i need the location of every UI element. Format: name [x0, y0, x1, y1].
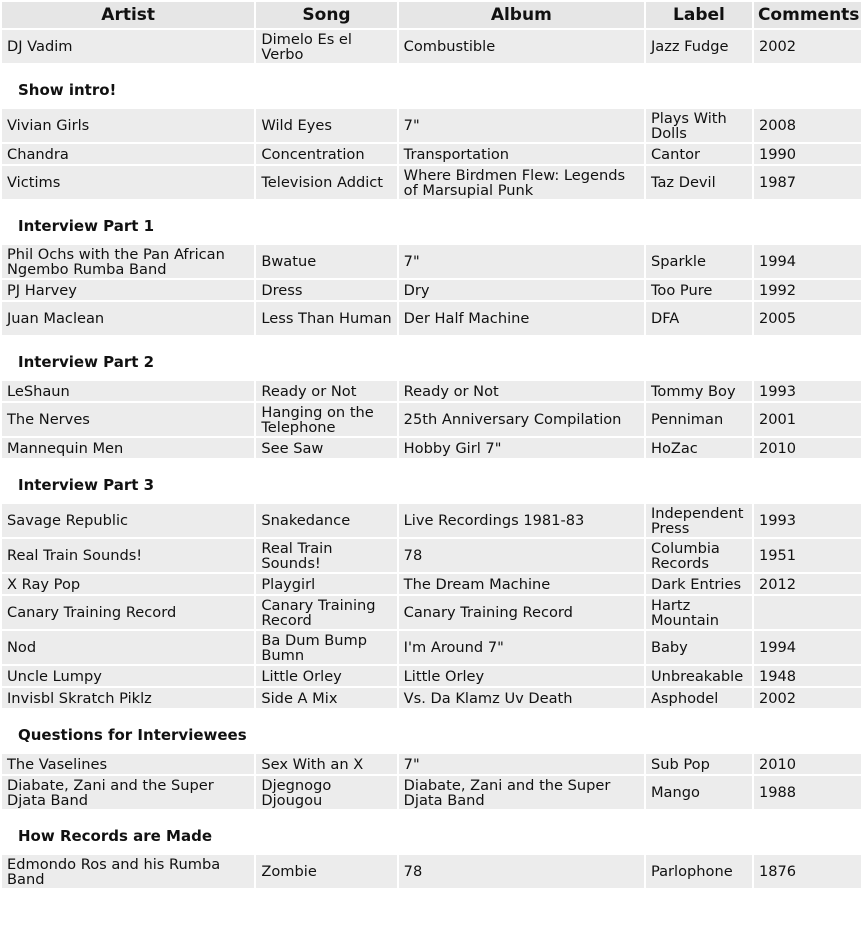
column-header-song: Song [256, 2, 396, 28]
table-row [2, 381, 861, 401]
cell-label: Unbreakable [646, 666, 752, 686]
cell-comments: 2008 [754, 109, 861, 142]
cell-song: Wild Eyes [256, 109, 396, 142]
column-header-artist: Artist [2, 2, 254, 28]
cell-label: Hartz Mountain [646, 596, 752, 629]
cell-artist: X Ray Pop [2, 574, 254, 594]
cell-label: Parlophone [646, 855, 752, 888]
table-row [2, 245, 861, 278]
cell-label: Asphodel [646, 688, 752, 708]
cell-album: 7" [399, 245, 644, 278]
section-heading: Show intro! [18, 80, 117, 99]
table-header [2, 2, 861, 28]
cell-artist: Vivian Girls [2, 109, 254, 142]
table-row [2, 438, 861, 458]
cell-artist: PJ Harvey [2, 280, 254, 300]
cell-song: See Saw [256, 438, 396, 458]
cell-song: Little Orley [256, 666, 396, 686]
table-row [2, 596, 861, 629]
cell-label: Too Pure [646, 280, 752, 300]
table-row [2, 280, 861, 300]
cell-album: Dry [399, 280, 644, 300]
section-heading: Interview Part 2 [18, 352, 155, 371]
cell-album: Diabate, Zani and the Super Djata Band [399, 776, 644, 809]
cell-artist: Invisbl Skratch Piklz [2, 688, 254, 708]
section-row [2, 337, 861, 379]
table-row [2, 574, 861, 594]
table-row [2, 631, 861, 664]
cell-album: 78 [399, 539, 644, 572]
section-heading-cell [2, 201, 861, 243]
cell-song: Zombie [256, 855, 396, 888]
cell-artist: DJ Vadim [2, 30, 254, 63]
cell-comments: 1988 [754, 776, 861, 809]
cell-album: 25th Anniversary Compilation [399, 403, 644, 436]
cell-song: Dress [256, 280, 396, 300]
cell-comments: 1993 [754, 504, 861, 537]
cell-song: Concentration [256, 144, 396, 164]
cell-song: Dimelo Es el Verbo [256, 30, 396, 63]
cell-artist: Nod [2, 631, 254, 664]
cell-artist: Edmondo Ros and his Rumba Band [2, 855, 254, 888]
cell-artist: LeShaun [2, 381, 254, 401]
cell-artist: Canary Training Record [2, 596, 254, 629]
section-heading-cell [2, 710, 861, 752]
cell-album: Der Half Machine [399, 302, 644, 335]
cell-song: Sex With an X [256, 754, 396, 774]
cell-song: Hanging on the Telephone [256, 403, 396, 436]
cell-album: Where Birdmen Flew: Legends of Marsupial Punk [399, 166, 644, 199]
section-row [2, 710, 861, 752]
cell-comments: 2005 [754, 302, 861, 335]
cell-artist: Diabate, Zani and the Super Djata Band [2, 776, 254, 809]
cell-artist: Uncle Lumpy [2, 666, 254, 686]
cell-comments: 1992 [754, 280, 861, 300]
section-heading: Questions for Interviewees [18, 725, 247, 744]
cell-comments: 2002 [754, 30, 861, 63]
cell-song: Side A Mix [256, 688, 396, 708]
table-row [2, 688, 861, 708]
cell-album: The Dream Machine [399, 574, 644, 594]
section-heading-cell [2, 65, 861, 107]
cell-artist: The Nerves [2, 403, 254, 436]
cell-comments: 1951 [754, 539, 861, 572]
cell-album: Transportation [399, 144, 644, 164]
cell-album: 7" [399, 754, 644, 774]
table-row [2, 776, 861, 809]
cell-comments: 2010 [754, 754, 861, 774]
cell-artist: Juan Maclean [2, 302, 254, 335]
table-row [2, 30, 861, 63]
cell-label: Sparkle [646, 245, 752, 278]
table-body [2, 30, 861, 888]
cell-comments: 2012 [754, 574, 861, 594]
cell-song: Television Addict [256, 166, 396, 199]
cell-comments: 2001 [754, 403, 861, 436]
section-heading-cell [2, 337, 861, 379]
section-heading: Interview Part 3 [18, 475, 155, 494]
cell-label: Mango [646, 776, 752, 809]
cell-label: HoZac [646, 438, 752, 458]
cell-comments [754, 596, 861, 629]
cell-album: Live Recordings 1981-83 [399, 504, 644, 537]
cell-label: Independent Press [646, 504, 752, 537]
cell-song: Djegnogo Djougou [256, 776, 396, 809]
cell-label: Jazz Fudge [646, 30, 752, 63]
cell-label: Penniman [646, 403, 752, 436]
section-row [2, 201, 861, 243]
column-header-label: Label [646, 2, 752, 28]
cell-label: Tommy Boy [646, 381, 752, 401]
cell-album: 7" [399, 109, 644, 142]
table-row [2, 403, 861, 436]
cell-comments: 1993 [754, 381, 861, 401]
section-heading-cell [2, 460, 861, 502]
cell-comments: 1994 [754, 245, 861, 278]
cell-song: Ba Dum Bump Bumn [256, 631, 396, 664]
cell-label: Cantor [646, 144, 752, 164]
cell-label: Baby [646, 631, 752, 664]
table-row [2, 144, 861, 164]
cell-song: Snakedance [256, 504, 396, 537]
cell-comments: 1990 [754, 144, 861, 164]
cell-comments: 1987 [754, 166, 861, 199]
table-row [2, 166, 861, 199]
cell-label: Taz Devil [646, 166, 752, 199]
table-row [2, 855, 861, 888]
section-heading: Interview Part 1 [18, 216, 155, 235]
section-row [2, 811, 861, 853]
cell-album: Canary Training Record [399, 596, 644, 629]
cell-album: 78 [399, 855, 644, 888]
cell-song: Canary Training Record [256, 596, 396, 629]
cell-artist: Chandra [2, 144, 254, 164]
cell-artist: Real Train Sounds! [2, 539, 254, 572]
cell-artist: Mannequin Men [2, 438, 254, 458]
table-row [2, 666, 861, 686]
cell-album: Hobby Girl 7" [399, 438, 644, 458]
section-heading-cell [2, 811, 861, 853]
cell-artist: Victims [2, 166, 254, 199]
header-row [2, 2, 861, 28]
cell-song: Ready or Not [256, 381, 396, 401]
cell-album: Combustible [399, 30, 644, 63]
section-row [2, 65, 861, 107]
cell-song: Bwatue [256, 245, 396, 278]
cell-comments: 2010 [754, 438, 861, 458]
cell-song: Playgirl [256, 574, 396, 594]
table-row [2, 109, 861, 142]
cell-label: Columbia Records [646, 539, 752, 572]
cell-artist: The Vaselines [2, 754, 254, 774]
section-heading: How Records are Made [18, 826, 213, 845]
cell-album: I'm Around 7" [399, 631, 644, 664]
cell-song: Less Than Human [256, 302, 396, 335]
cell-artist: Savage Republic [2, 504, 254, 537]
column-header-comments: Comments [754, 2, 861, 28]
cell-comments: 2002 [754, 688, 861, 708]
table-row [2, 754, 861, 774]
column-header-album: Album [399, 2, 644, 28]
cell-album: Vs. Da Klamz Uv Death [399, 688, 644, 708]
cell-comments: 1994 [754, 631, 861, 664]
cell-album: Ready or Not [399, 381, 644, 401]
cell-label: DFA [646, 302, 752, 335]
cell-song: Real Train Sounds! [256, 539, 396, 572]
cell-label: Plays With Dolls [646, 109, 752, 142]
table-row [2, 302, 861, 335]
section-row [2, 460, 861, 502]
cell-label: Sub Pop [646, 754, 752, 774]
cell-label: Dark Entries [646, 574, 752, 594]
cell-artist: Phil Ochs with the Pan African Ngembo Rumba Band [2, 245, 254, 278]
table-row [2, 504, 861, 537]
cell-album: Little Orley [399, 666, 644, 686]
cell-comments: 1876 [754, 855, 861, 888]
table-row [2, 539, 861, 572]
cell-comments: 1948 [754, 666, 861, 686]
